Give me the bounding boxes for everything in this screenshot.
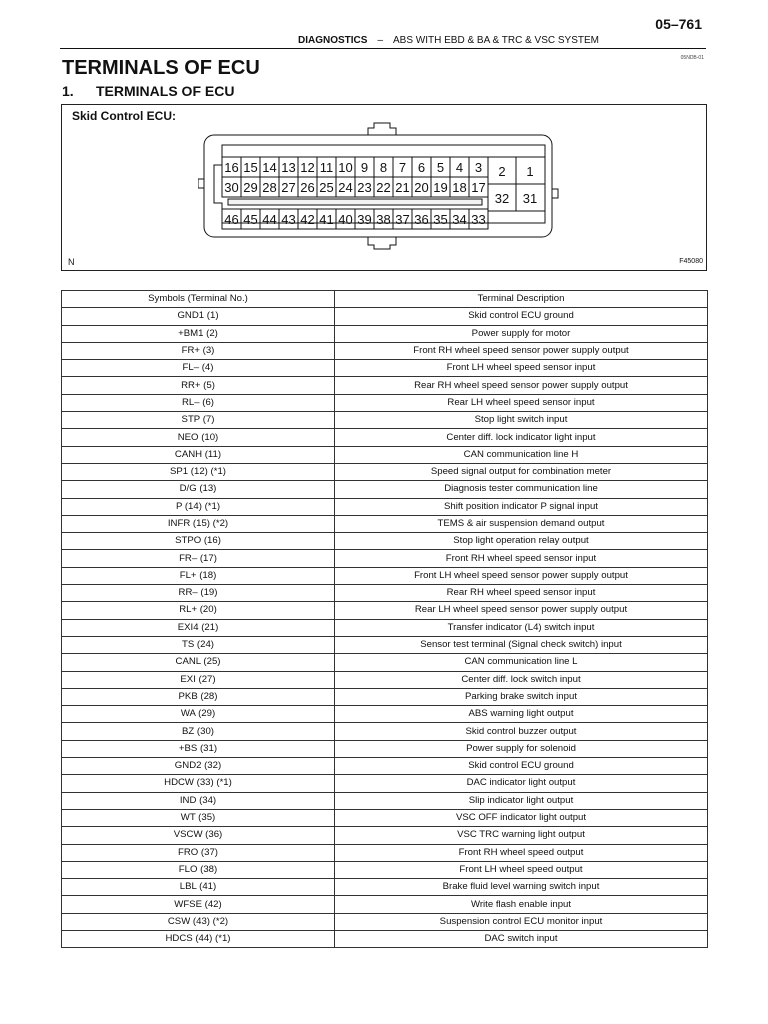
table-row <box>62 515 708 532</box>
terminal-description-cell: Skid control buzzer output <box>335 723 708 740</box>
terminal-description-cell: Stop light switch input <box>335 412 708 429</box>
ecu-connector-diagram <box>198 121 568 251</box>
terminal-description-cell: Center diff. lock indicator light input <box>335 429 708 446</box>
table-row <box>62 758 708 775</box>
pin-number: 34 <box>452 212 467 227</box>
table-row <box>62 654 708 671</box>
terminal-description-cell: Brake fluid level warning switch input <box>335 879 708 896</box>
terminal-description-cell: Parking brake switch input <box>335 688 708 705</box>
pin-number: 38 <box>376 212 391 227</box>
pin-number: 45 <box>243 212 258 227</box>
table-row <box>62 913 708 930</box>
table-row <box>62 688 708 705</box>
pin-number: 17 <box>471 180 486 195</box>
table-row <box>62 706 708 723</box>
pin-number: 26 <box>300 180 315 195</box>
table-row <box>62 498 708 515</box>
pin-number: 28 <box>262 180 277 195</box>
section-title-text: TERMINALS OF ECU <box>96 83 235 99</box>
terminal-symbol-cell: BZ (30) <box>62 723 335 740</box>
terminal-symbol-cell: FR– (17) <box>62 550 335 567</box>
table-row <box>62 827 708 844</box>
table-row <box>62 879 708 896</box>
terminal-description-cell: Slip indicator light output <box>335 792 708 809</box>
terminal-symbol-cell: WT (35) <box>62 809 335 826</box>
pin-number: 32 <box>494 191 510 206</box>
terminal-symbol-cell: GND2 (32) <box>62 758 335 775</box>
figure-corner-mark: N <box>68 257 75 267</box>
column-header-description: Terminal Description <box>335 291 708 308</box>
table-row <box>62 602 708 619</box>
pin-number: 1 <box>526 164 534 179</box>
terminal-symbol-cell: INFR (15) (*2) <box>62 515 335 532</box>
terminal-symbol-cell: VSCW (36) <box>62 827 335 844</box>
section-title <box>62 83 234 99</box>
terminal-symbol-cell: +BM1 (2) <box>62 325 335 342</box>
figure-code: F45080 <box>679 258 703 265</box>
pin-number: 22 <box>376 180 391 195</box>
pin-number: 25 <box>319 180 334 195</box>
header-rule <box>60 48 706 49</box>
pin-number: 40 <box>338 212 353 227</box>
pin-number: 10 <box>338 160 353 175</box>
pin-number: 46 <box>224 212 239 227</box>
table-row <box>62 671 708 688</box>
pin-number: 24 <box>338 180 353 195</box>
pin-number: 37 <box>395 212 410 227</box>
table-row <box>62 342 708 359</box>
terminal-symbol-cell: GND1 (1) <box>62 308 335 325</box>
pin-number: 19 <box>433 180 448 195</box>
document-code: 05NDB-01 <box>680 55 704 61</box>
terminal-description-cell: Skid control ECU ground <box>335 308 708 325</box>
table-row <box>62 567 708 584</box>
terminal-description-cell: CAN communication line H <box>335 446 708 463</box>
terminal-description-cell: Front LH wheel speed sensor input <box>335 360 708 377</box>
terminal-description-cell: Write flash enable input <box>335 896 708 913</box>
section-header <box>298 35 599 46</box>
table-row <box>62 308 708 325</box>
terminal-symbol-cell: CSW (43) (*2) <box>62 913 335 930</box>
pin-number: 8 <box>379 160 388 175</box>
terminal-description-cell: CAN communication line L <box>335 654 708 671</box>
terminal-symbol-cell: TS (24) <box>62 636 335 653</box>
pin-number: 39 <box>357 212 372 227</box>
table-row <box>62 844 708 861</box>
terminal-description-cell: Skid control ECU ground <box>335 758 708 775</box>
table-header-row <box>62 291 708 308</box>
terminal-symbol-cell: STP (7) <box>62 412 335 429</box>
pin-number: 36 <box>414 212 429 227</box>
table-row <box>62 394 708 411</box>
pin-number: 23 <box>357 180 372 195</box>
pin-number: 35 <box>433 212 448 227</box>
terminal-description-cell: Transfer indicator (L4) switch input <box>335 619 708 636</box>
pin-number: 18 <box>452 180 467 195</box>
column-header-symbols: Symbols (Terminal No.) <box>62 291 335 308</box>
connector-figure <box>61 104 707 271</box>
page-title: TERMINALS OF ECU <box>62 57 260 79</box>
pin-number: 3 <box>474 160 483 175</box>
pin-number: 7 <box>398 160 407 175</box>
figure-label: Skid Control ECU: <box>72 109 176 123</box>
terminal-symbol-cell: RR– (19) <box>62 585 335 602</box>
pin-number: 9 <box>360 160 369 175</box>
pin-number: 14 <box>262 160 277 175</box>
pin-number: 27 <box>281 180 296 195</box>
terminal-symbol-cell: +BS (31) <box>62 740 335 757</box>
terminal-description-cell: Stop light operation relay output <box>335 533 708 550</box>
terminal-symbol-cell: HDCS (44) (*1) <box>62 930 335 947</box>
system-name: ABS WITH EBD & BA & TRC & VSC SYSTEM <box>393 35 599 46</box>
pin-number: 41 <box>319 212 334 227</box>
terminal-description-cell: DAC switch input <box>335 930 708 947</box>
terminal-symbol-cell: RL+ (20) <box>62 602 335 619</box>
terminal-symbol-cell: FL– (4) <box>62 360 335 377</box>
terminal-symbol-cell: FLO (38) <box>62 861 335 878</box>
terminal-symbol-cell: WA (29) <box>62 706 335 723</box>
pin-number: 29 <box>243 180 258 195</box>
table-row <box>62 412 708 429</box>
pin-number: 2 <box>498 164 506 179</box>
terminal-description-cell: Rear RH wheel speed sensor input <box>335 585 708 602</box>
terminal-description-cell: Suspension control ECU monitor input <box>335 913 708 930</box>
terminal-symbol-cell: STPO (16) <box>62 533 335 550</box>
table-row <box>62 585 708 602</box>
terminal-symbol-cell: EXI4 (21) <box>62 619 335 636</box>
pin-number: 4 <box>455 160 464 175</box>
table-row <box>62 775 708 792</box>
table-row <box>62 809 708 826</box>
section-name: DIAGNOSTICS <box>298 35 368 46</box>
terminal-symbol-cell: IND (34) <box>62 792 335 809</box>
terminal-symbol-cell: HDCW (33) (*1) <box>62 775 335 792</box>
terminal-description-cell: VSC OFF indicator light output <box>335 809 708 826</box>
terminal-symbol-cell: RL– (6) <box>62 394 335 411</box>
terminal-symbol-cell: SP1 (12) (*1) <box>62 463 335 480</box>
terminal-symbol-cell: WFSE (42) <box>62 896 335 913</box>
table-row <box>62 930 708 947</box>
table-row <box>62 360 708 377</box>
terminal-symbol-cell: CANH (11) <box>62 446 335 463</box>
pin-number: 30 <box>224 180 239 195</box>
pin-number: 43 <box>281 212 296 227</box>
pin-number: 42 <box>300 212 315 227</box>
terminal-description-cell: Diagnosis tester communication line <box>335 481 708 498</box>
page-number: 05–761 <box>655 16 702 32</box>
table-row <box>62 861 708 878</box>
pin-number: 12 <box>300 160 315 175</box>
terminal-symbol-cell: D/G (13) <box>62 481 335 498</box>
terminal-symbol-cell: FR+ (3) <box>62 342 335 359</box>
terminal-symbol-cell: LBL (41) <box>62 879 335 896</box>
terminal-description-cell: Front LH wheel speed output <box>335 861 708 878</box>
pin-number: 5 <box>436 160 445 175</box>
terminal-table <box>61 290 708 948</box>
table-row <box>62 636 708 653</box>
terminal-symbol-cell: RR+ (5) <box>62 377 335 394</box>
terminal-description-cell: Rear LH wheel speed sensor input <box>335 394 708 411</box>
terminal-description-cell: ABS warning light output <box>335 706 708 723</box>
pin-number: 16 <box>224 160 239 175</box>
table-row <box>62 792 708 809</box>
header-separator: – <box>377 35 384 46</box>
terminal-description-cell: Sensor test terminal (Signal check switch) input <box>335 636 708 653</box>
table-row <box>62 723 708 740</box>
table-row <box>62 619 708 636</box>
table-row <box>62 377 708 394</box>
terminal-description-cell: Front RH wheel speed sensor power supply output <box>335 342 708 359</box>
terminal-description-cell: Rear RH wheel speed sensor power supply output <box>335 377 708 394</box>
pin-number: 6 <box>417 160 426 175</box>
terminal-description-cell: Front RH wheel speed sensor input <box>335 550 708 567</box>
terminal-description-cell: TEMS & air suspension demand output <box>335 515 708 532</box>
terminal-description-cell: Center diff. lock switch input <box>335 671 708 688</box>
table-row <box>62 896 708 913</box>
terminal-symbol-cell: P (14) (*1) <box>62 498 335 515</box>
terminal-description-cell: Front RH wheel speed output <box>335 844 708 861</box>
table-row <box>62 429 708 446</box>
terminal-symbol-cell: FRO (37) <box>62 844 335 861</box>
pin-number: 13 <box>281 160 296 175</box>
table-row <box>62 325 708 342</box>
table-row <box>62 550 708 567</box>
table-row <box>62 481 708 498</box>
table-row <box>62 740 708 757</box>
pin-number: 21 <box>395 180 410 195</box>
table-row <box>62 533 708 550</box>
terminal-symbol-cell: EXI (27) <box>62 671 335 688</box>
terminal-symbol-cell: FL+ (18) <box>62 567 335 584</box>
terminal-description-cell: Power supply for motor <box>335 325 708 342</box>
pin-number: 33 <box>471 212 486 227</box>
terminal-symbol-cell: CANL (25) <box>62 654 335 671</box>
terminal-description-cell: Speed signal output for combination meter <box>335 463 708 480</box>
pin-number: 15 <box>243 160 258 175</box>
section-number: 1. <box>62 83 74 99</box>
terminal-symbol-cell: NEO (10) <box>62 429 335 446</box>
terminal-description-cell: Front LH wheel speed sensor power supply output <box>335 567 708 584</box>
terminal-description-cell: DAC indicator light output <box>335 775 708 792</box>
terminal-description-cell: Power supply for solenoid <box>335 740 708 757</box>
pin-number: 31 <box>522 191 538 206</box>
pin-number: 11 <box>319 160 334 175</box>
terminal-description-cell: Shift position indicator P signal input <box>335 498 708 515</box>
pin-number: 20 <box>414 180 429 195</box>
terminal-symbol-cell: PKB (28) <box>62 688 335 705</box>
table-row <box>62 446 708 463</box>
terminal-description-cell: VSC TRC warning light output <box>335 827 708 844</box>
pin-number: 44 <box>262 212 277 227</box>
table-row <box>62 463 708 480</box>
terminal-description-cell: Rear LH wheel speed sensor power supply output <box>335 602 708 619</box>
